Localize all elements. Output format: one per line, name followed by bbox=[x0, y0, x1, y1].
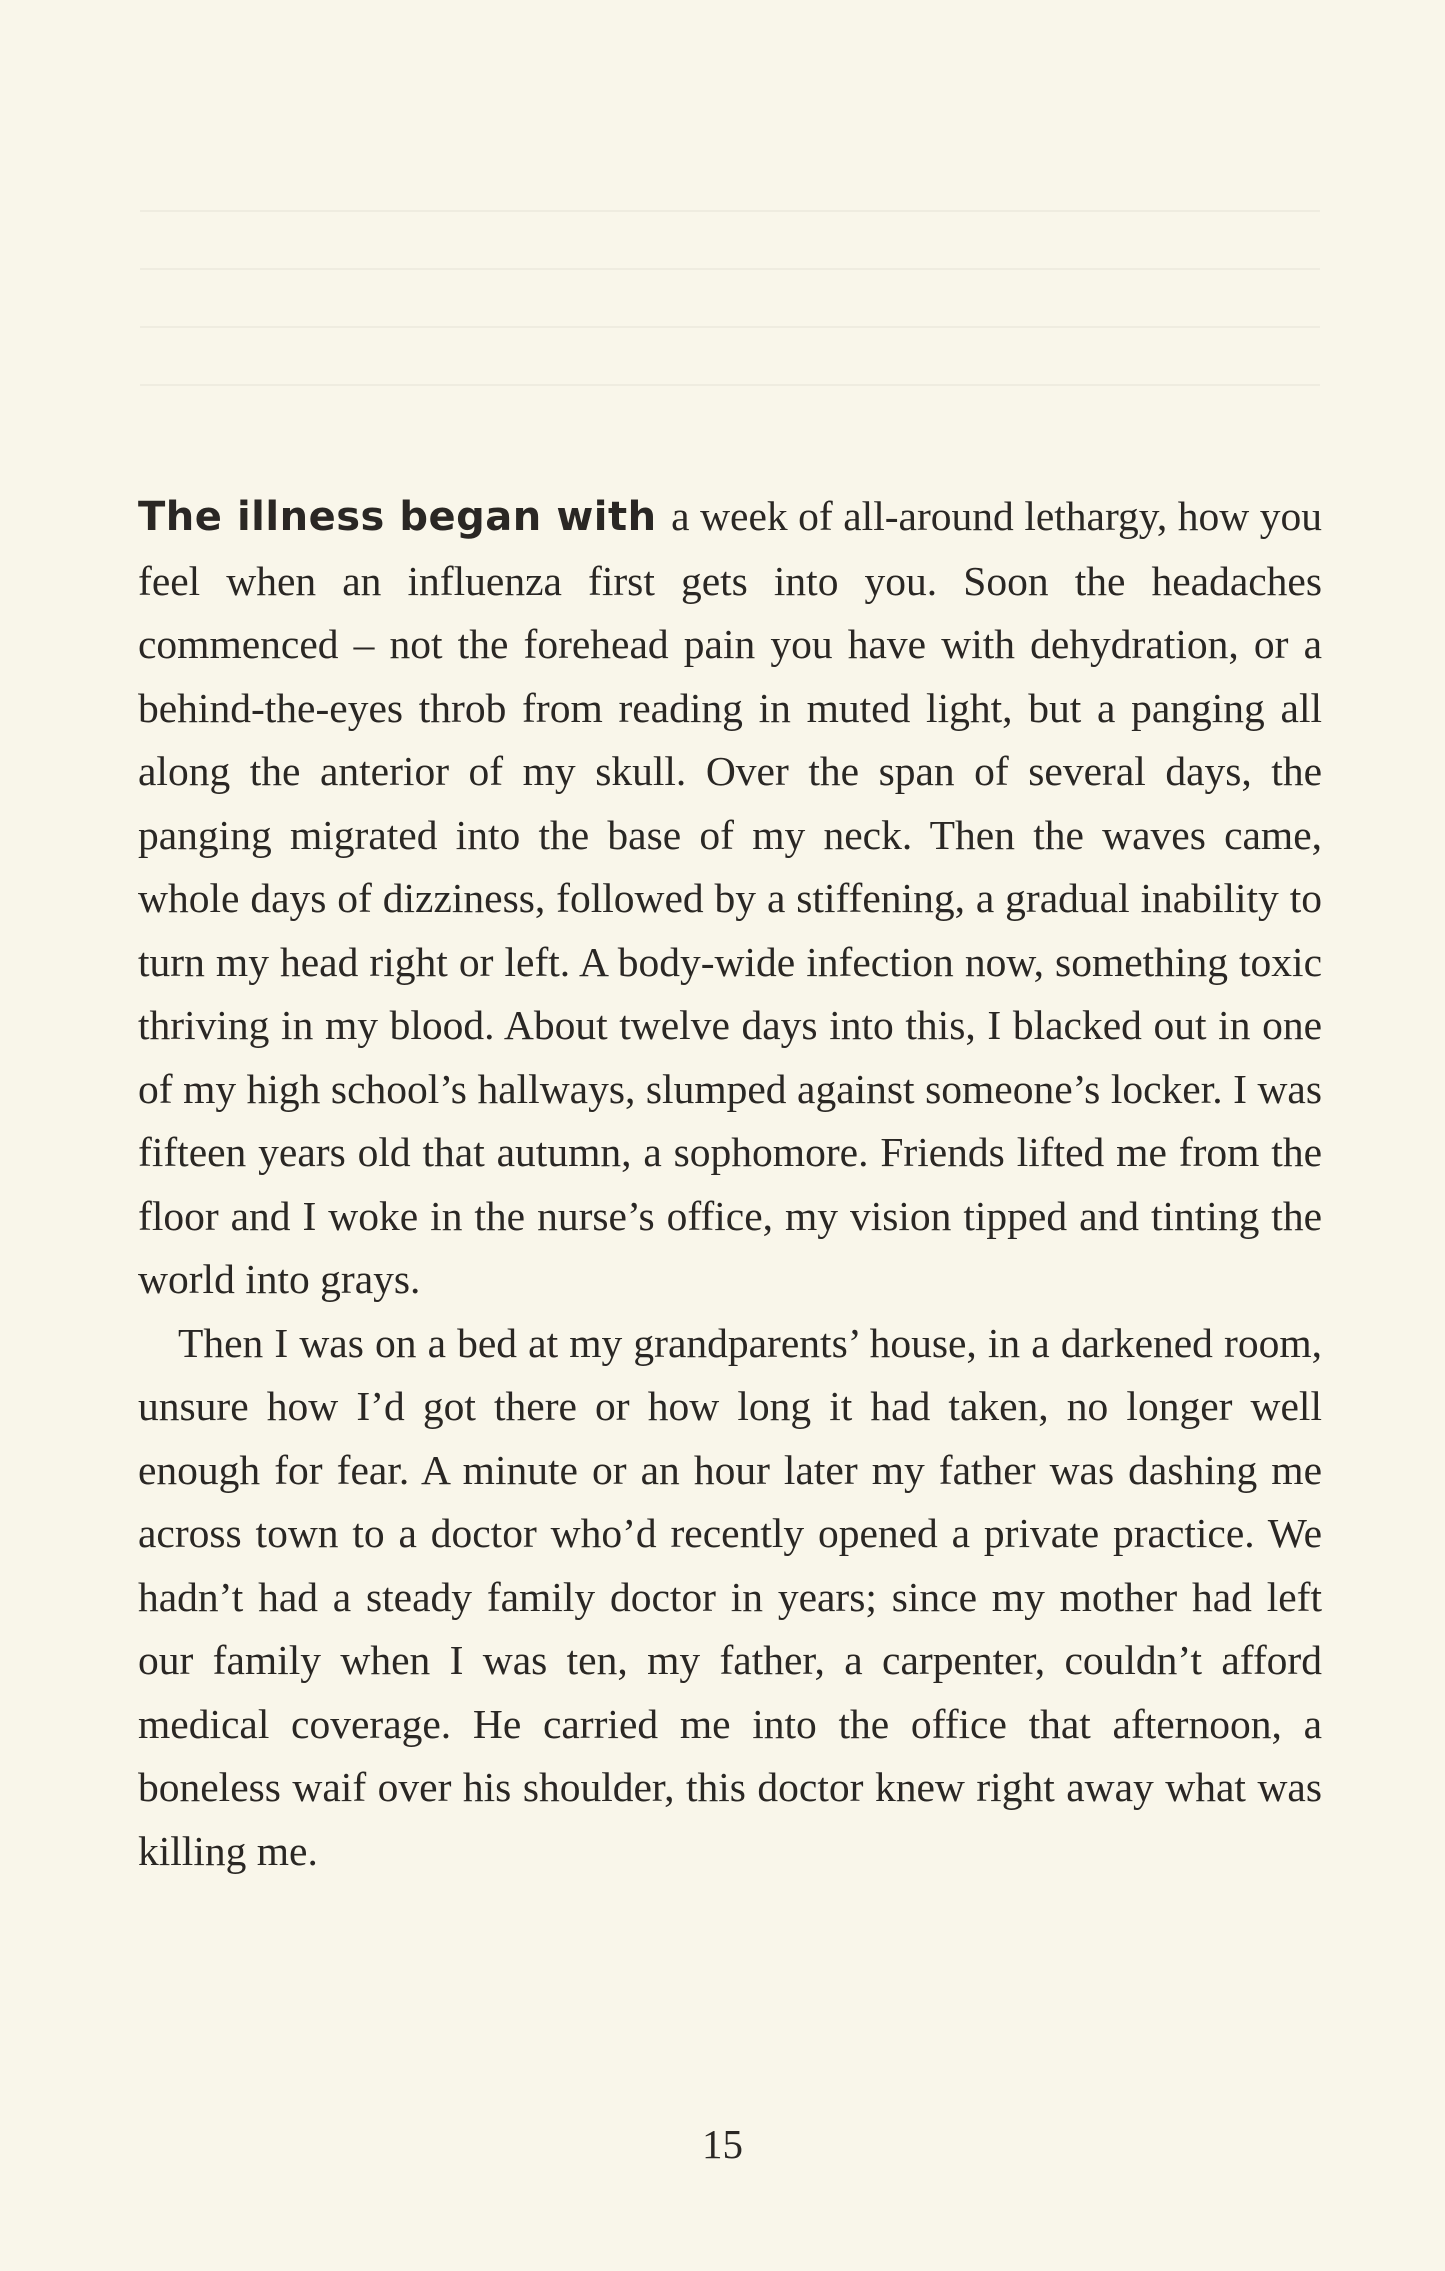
show-through-line bbox=[140, 210, 1320, 212]
show-through-line bbox=[140, 268, 1320, 270]
body-text bbox=[138, 485, 1322, 1883]
page-number: 15 bbox=[702, 2121, 743, 2167]
show-through-line bbox=[140, 384, 1320, 386]
chapter-lead-in: The illness began with bbox=[138, 494, 657, 540]
show-through-line bbox=[140, 326, 1320, 328]
paragraph-2: Then I was on a bed at my grandparents’ house, in a darkened room, unsure how I’d got there or how long it had taken, no longer well enough for fear. A minute or an hour later my father was dashing me across town to a doctor who’d recently opened a private practice. We hadn’t had a steady family doctor in years; since my mother had left our family when I was ten, my father, a carpenter, couldn’t afford medical coverage. He carried me into the office that afternoon, a boneless waif over his shoulder, this doctor knew right away what was killing me. bbox=[138, 1319, 1322, 1874]
paragraph-1 bbox=[138, 485, 1322, 1312]
paragraph-1-text: a week of all-around lethargy, how you feel when an influenza first gets into you. Soon the headaches commenced – not the forehead pain you have with dehydration, or a behind-the-eyes throb from reading in muted light, but a panging all along the anterior of my skull. Over the span of several days, the panging migrated into the base of my neck. Then the waves came, whole days of dizziness, followed by a stiffening, a gradual inability to turn my head right or left. A body-wide infection now, something toxic thriving in my blood. About twelve days into this, I blacked out in one of my high school’s hallways, slumped against someone’s locker. I was fifteen years old that autumn, a sophomore. Friends lifted me from the floor and I woke in the nurse’s office, my vision tipped and tinting the world into grays. bbox=[138, 493, 1322, 1302]
